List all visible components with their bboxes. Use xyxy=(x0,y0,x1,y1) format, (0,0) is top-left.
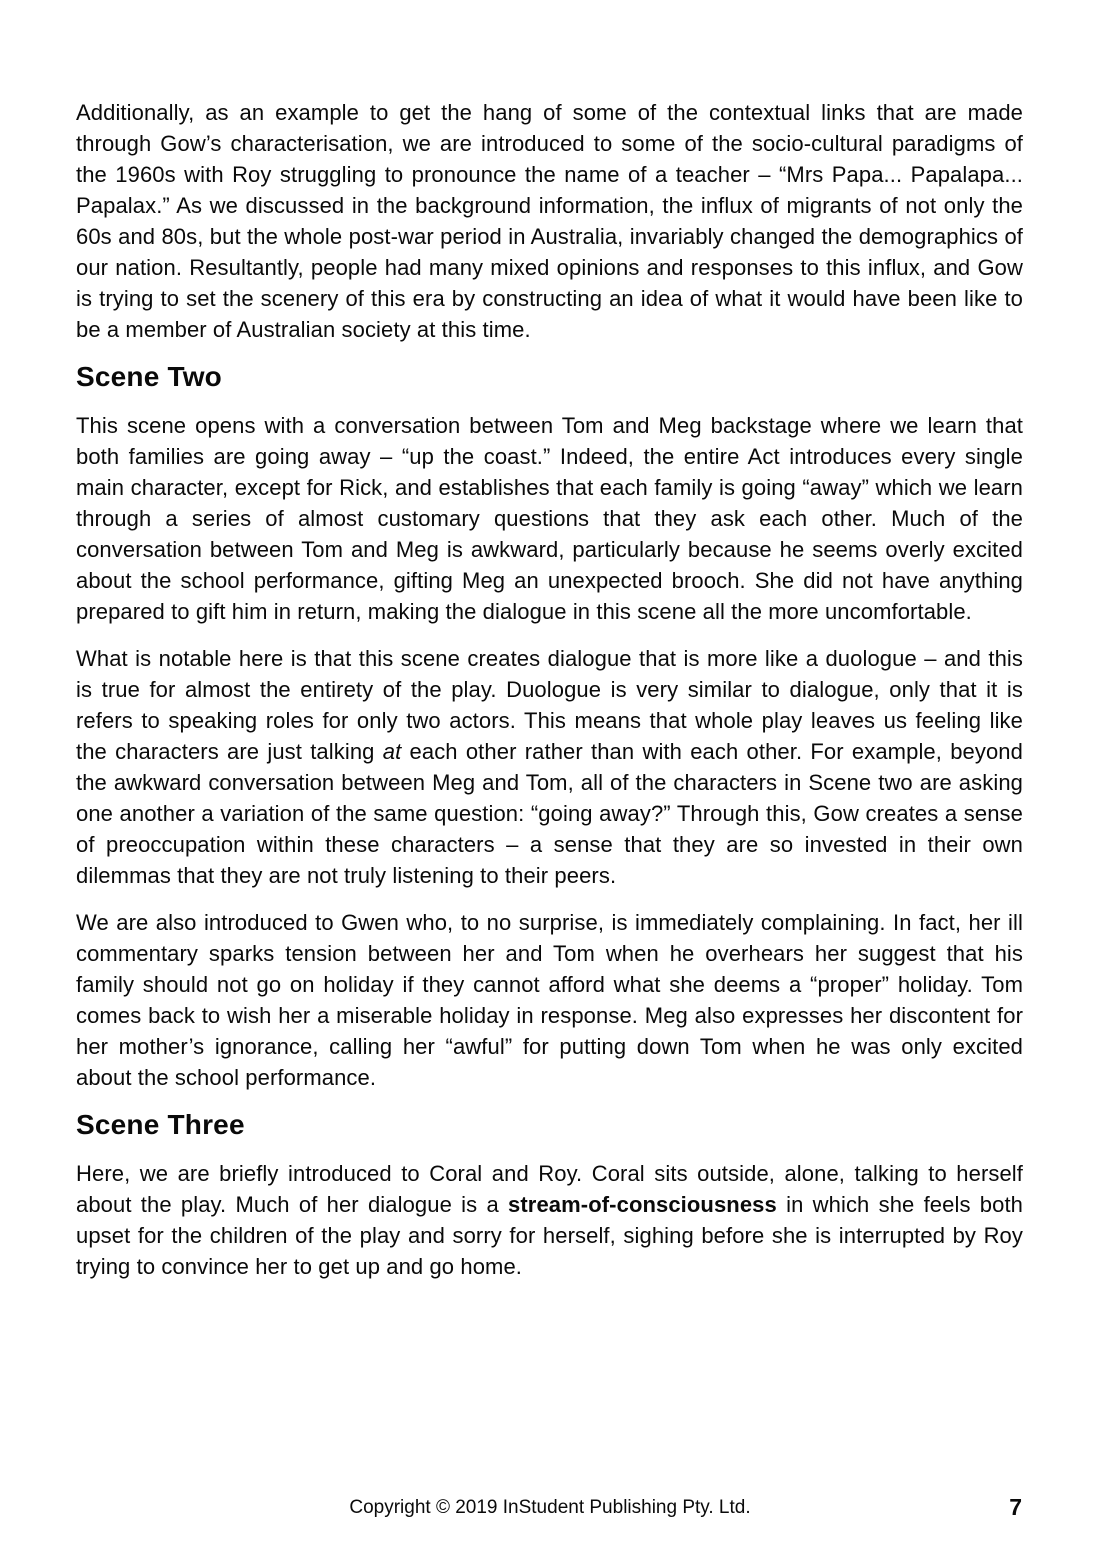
text-segment: in which she feels both upset for the children of the play and sorry for herself, sighing before she is interrupted by Roy trying to convince her to get up and go home. xyxy=(76,1192,1023,1279)
text-segment: This scene opens with a conversation between Tom and Meg backstage where we learn that both families are going away – “up the coast.” Indeed, the entire Act introduces every single main character, except for Rick, and establishes that each family is going “away” which we learn through a series of almost customary questions that they ask each other. Much of the conversation between Tom and Meg is awkward, particularly because he seems overly excited about the school performance, gifting Meg an unexpected brooch. She did not have anything prepared to gift him in return, making the dialogue in this scene all the more uncomfortable. xyxy=(76,413,1023,624)
section-heading-scene-three: Scene Three xyxy=(76,1109,245,1140)
intro-paragraph xyxy=(76,97,1023,345)
text-segment-italic: at xyxy=(382,739,402,764)
scene-two-paragraph-1 xyxy=(76,410,1023,627)
text-segment: What is notable here is that this scene creates dialogue that is more like a duologue – and this is true for almost the entirety of the play. Duologue is very similar to dialogue, only that it is refers to speaking roles for only two actors. This means that whole play leaves us feeling like the characters are just talking xyxy=(76,646,1023,764)
section-heading-scene-two: Scene Two xyxy=(76,361,222,392)
text-segment: We are also introduced to Gwen who, to no surprise, is immediately complaining. In fact, her ill commentary sparks tension between her and Tom when he overhears her suggest that his family should not go on holiday if they cannot afford what she deems a “proper” holiday. Tom comes back to wish her a miserable holiday in response. Meg also expresses her discontent for her mother’s ignorance, calling her “awful” for putting down Tom when he was only excited about the school performance. xyxy=(76,910,1023,1090)
scene-two-paragraph-3 xyxy=(76,907,1023,1093)
copyright-text: Copyright © 2019 InStudent Publishing Pty. Ltd. xyxy=(349,1497,751,1518)
text-segment: Additionally, as an example to get the hang of some of the contextual links that are made through Gow’s characterisation, we are introduced to some of the socio-cultural paradigms of the 1960s with Roy struggling to pronounce the name of a teacher – “Mrs Papa... Papalapa... Papalax.” As we discussed in the background information, the influx of migrants of not only the 60s and 80s, but the whole post-war period in Australia, invariably changed the demographics of our nation. Resultantly, people had many mixed opinions and responses to this influx, and Gow is trying to set the scenery of this era by constructing an idea of what it would have been like to be a member of Australian society at this time. xyxy=(76,100,1023,342)
scene-three-paragraph-1 xyxy=(76,1158,1023,1282)
text-segment: each other rather than with each other. For example, beyond the awkward conversation between Meg and Tom, all of the characters in Scene two are asking one another a variation of the same question: “going away?” Through this, Gow creates a sense of preoccupation within these characters – a sense that they are so invested in their own dilemmas that they are not truly listening to their peers. xyxy=(76,739,1023,888)
scene-two-paragraph-2 xyxy=(76,643,1023,891)
page-content xyxy=(76,97,1023,1298)
page-footer xyxy=(0,1496,1100,1526)
page-number: 7 xyxy=(1009,1494,1022,1520)
text-segment-bold: stream-of-consciousness xyxy=(508,1192,777,1217)
text-segment: Here, we are briefly introduced to Coral and Roy. Coral sits outside, alone, talking to herself about the play. Much of her dialogue is a xyxy=(76,1161,1023,1217)
